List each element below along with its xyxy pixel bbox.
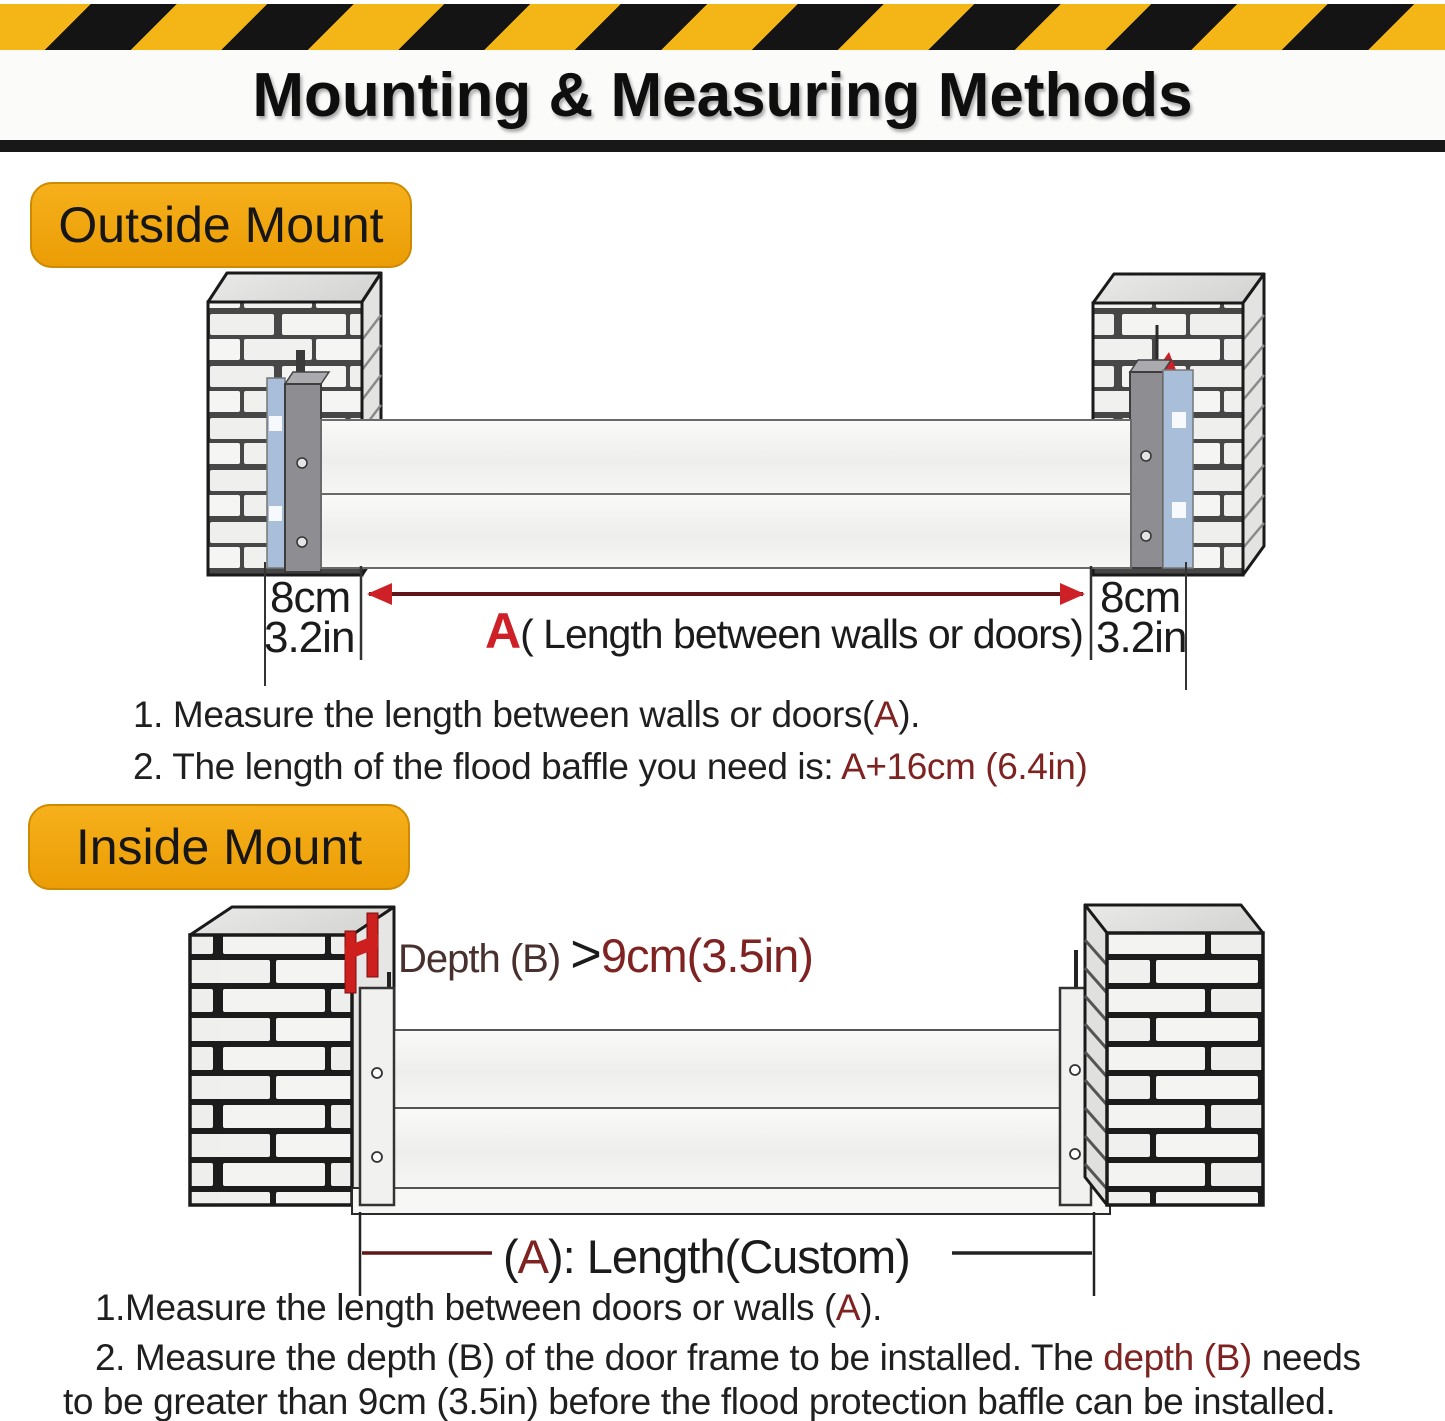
outside-step-1: 1. Measure the length between walls or doors(A). [133, 694, 921, 735]
right-gap-cm-label: 8cm [1100, 573, 1181, 622]
inside-right-brick-pillar [1085, 905, 1263, 1205]
length-custom-label: (A): Length(Custom) [503, 1230, 910, 1283]
outside-flood-barrier-panels [321, 420, 1131, 568]
title-band [0, 50, 1445, 140]
outside-left-channel-bracket [267, 350, 329, 572]
arrow-left-head-icon [367, 583, 392, 605]
span-length-label: A( Length between walls or doors) [485, 603, 1083, 659]
arrow-right-head-icon [1060, 583, 1085, 605]
depth-label: Depth (B) >9cm(3.5in) [398, 924, 813, 984]
ground-sill [352, 1188, 1110, 1214]
inside-step-2-line-1: 2. Measure the depth (B) of the door frame to be installed. The depth (B) needs [95, 1337, 1361, 1378]
inside-step-2-line-2: to be greater than 9cm (3.5in) before the flood protection baffle can be installed. [63, 1381, 1336, 1421]
left-gap-in-label: 3.2in [264, 613, 355, 662]
inside-step-1: 1.Measure the length between doors or walls (A). [95, 1287, 883, 1328]
inside-flood-barrier-panels [394, 1030, 1060, 1188]
page-title: Mounting & Measuring Methods [252, 60, 1193, 130]
right-gap-in-label: 3.2in [1096, 613, 1187, 662]
outside-step-2: 2. The length of the flood baffle you need is: A+16cm (6.4in) [133, 746, 1088, 787]
outside-mount-badge: Outside Mount [30, 182, 412, 268]
inside-mount-diagram [0, 890, 1445, 1300]
outside-measurement-annotations [264, 562, 1186, 690]
inside-left-frame-post [360, 988, 394, 1205]
hazard-stripe-banner [0, 4, 1445, 50]
outside-mount-diagram [0, 270, 1445, 690]
left-gap-cm-label: 8cm [270, 573, 351, 622]
header-divider-bar [0, 140, 1445, 152]
inside-mount-badge: Inside Mount [28, 804, 410, 890]
